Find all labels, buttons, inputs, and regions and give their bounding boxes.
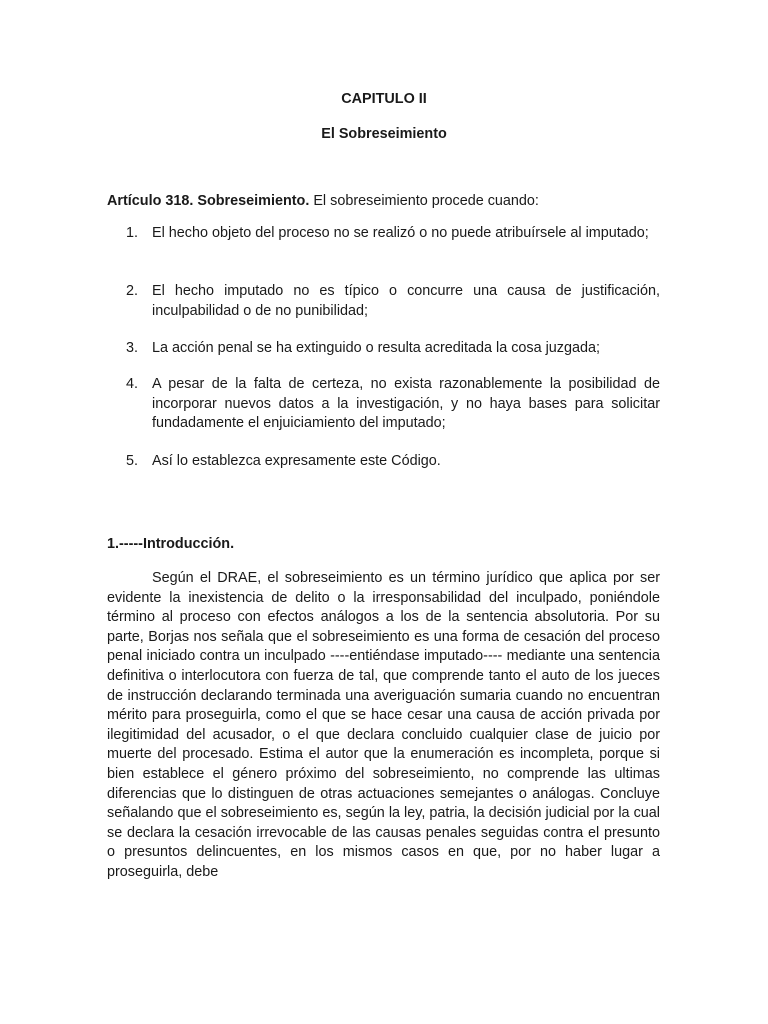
list-item-number: 2. <box>126 283 139 299</box>
list-item-text: El hecho objeto del proceso no se realizó o no puede atribuírsele al imputado; <box>152 225 649 241</box>
list-item-number: 3. <box>126 340 139 356</box>
article-intro <box>107 192 662 211</box>
list-item-number: 1. <box>126 225 139 241</box>
section-heading: 1.-----Introducción. <box>107 536 235 552</box>
chapter-subtitle: El Sobreseimiento <box>321 126 447 142</box>
article-label: Artículo 318. Sobreseimiento. <box>107 193 310 209</box>
chapter-title: CAPITULO II <box>341 91 427 107</box>
list-item-text: A pesar de la falta de certeza, no exista razonablemente la posibilidad de incorporar nuevos datos a la investigación, y no haya bases para solicitar fundadamente el enjuiciamiento del imputado; <box>152 376 660 432</box>
list-item-text: El hecho imputado no es típico o concurre una causa de justificación, inculpabilidad o de no punibilidad; <box>152 283 660 319</box>
list-item-text: Así lo establezca expresamente este Código. <box>152 453 441 469</box>
list-item-number: 5. <box>126 453 139 469</box>
body-paragraph: Según el DRAE, el sobreseimiento es un término jurídico que aplica por ser evidente la inexistencia de delito o la irresponsabilidad del inculpado, poniéndole término al proceso con efectos análogos a los de la sentencia absolutoria. Por su parte, Borjas nos señala que el sobreseimiento es una forma de cesación del proceso penal iniciado contra un inculpado ----entiéndase imputado---- mediante una sentencia definitiva o interlocutora con fuerza de tal, que comprende tanto el auto de los jueces de instrucción declarando terminada una averiguación sumaria cuando no encuentran mérito para proseguirla, como el que se hace cesar una causa de acción privada por ilegitimidad del acusador, o el que declara concluido cualquier clase de juicio por muerte del procesado. Estima el autor que la enumeración es incompleta, porque si bien establece el género próximo del sobreseimiento, no comprende las ultimas diferencias que lo distinguen de otras actuaciones semejantes o análogas. Concluye señalando que el sobreseimiento es, según la ley, patria, la decisión judicial por la cual se declara la cesación irrevocable de las causas penales seguidas contra el presunto o presuntos delincuentes, en los mismos casos en que, por no haber lugar a proseguirla, debe <box>107 570 660 880</box>
list-item-number: 4. <box>126 376 139 392</box>
list-item-text: La acción penal se ha extinguido o resulta acreditada la cosa juzgada; <box>152 340 601 356</box>
article-text: El sobreseimiento procede cuando: <box>309 193 539 209</box>
